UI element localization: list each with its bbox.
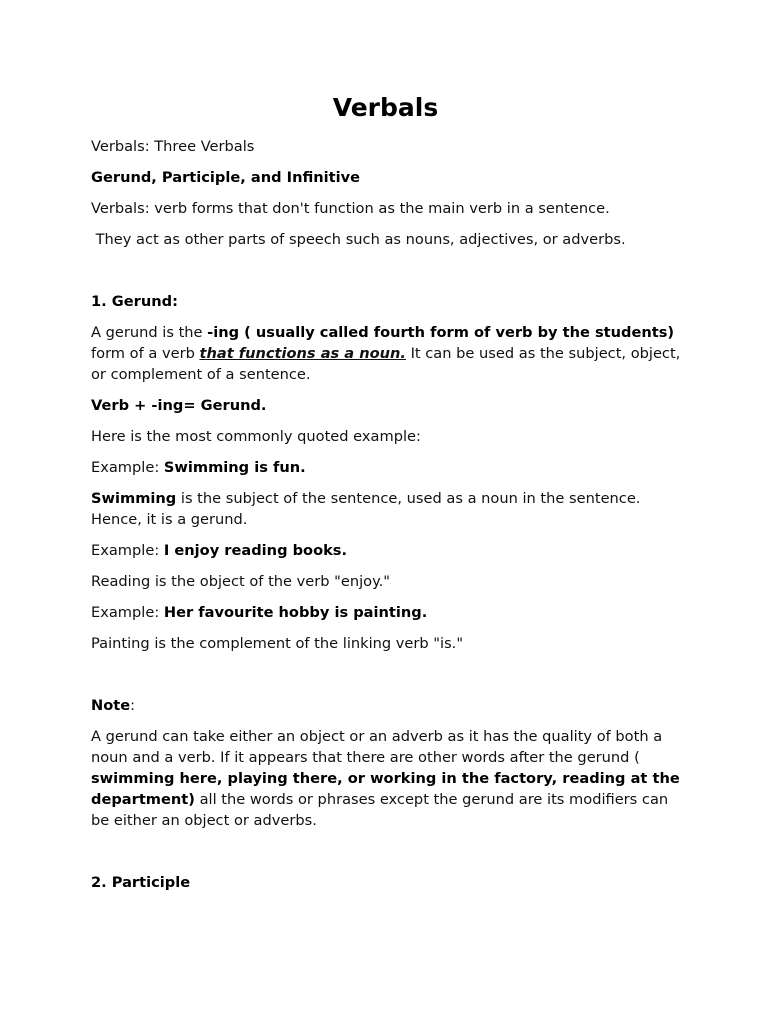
formula-text: Verb + -ing= Gerund. bbox=[91, 397, 267, 414]
document-content bbox=[91, 91, 681, 903]
example-sentence: I enjoy reading books. bbox=[163, 542, 348, 559]
explanation-text: is the subject of the sentence, used as a noun in the sentence. Hence, it is a gerund. bbox=[91, 490, 641, 528]
note-heading bbox=[91, 695, 681, 716]
example-label: Example: bbox=[91, 604, 164, 621]
example-2-explanation: Reading is the object of the verb "enjoy." bbox=[91, 573, 391, 590]
example-label: Example: bbox=[91, 459, 164, 476]
note-body bbox=[91, 726, 681, 831]
definition-part: It can be used as the subject, object, or complement of a sentence. bbox=[91, 345, 681, 383]
example-1-explanation bbox=[91, 488, 681, 530]
example-3 bbox=[91, 602, 681, 623]
gerund-definition bbox=[91, 322, 681, 385]
note-label: Note bbox=[91, 697, 131, 714]
example-3-explanation: Painting is the complement of the linking verb "is." bbox=[91, 635, 464, 652]
intro-line: Verbals: Three Verbals bbox=[91, 138, 255, 155]
spacer bbox=[91, 260, 681, 291]
note-examples: swimming here, playing there, or working in the factory, reading at the department) bbox=[91, 770, 680, 808]
note-text: all the words or phrases except the gerund are its modifiers can be either an object or adverbs. bbox=[91, 791, 669, 829]
gerund-formula bbox=[91, 395, 681, 416]
page-title: Verbals bbox=[332, 93, 439, 122]
example-word: Swimming bbox=[91, 490, 177, 507]
intro-bullet-line bbox=[91, 167, 681, 188]
example-label: Example: bbox=[91, 542, 164, 559]
definition-emphasis: that functions as a noun. bbox=[199, 345, 406, 362]
participle-heading bbox=[91, 872, 681, 893]
participle-heading-text: 2. Participle bbox=[91, 874, 191, 891]
definition-bold: -ing ( usually called fourth form of verb by the students) bbox=[207, 324, 675, 341]
intro-usage bbox=[91, 229, 681, 250]
gerund-heading-text: 1. Gerund: bbox=[91, 293, 178, 310]
verbals-list: Gerund, Participle, and Infinitive bbox=[91, 169, 361, 186]
note-colon: : bbox=[130, 697, 136, 714]
example-2 bbox=[91, 540, 681, 561]
usage-text: They act as other parts of speech such as nouns, adjectives, or adverbs. bbox=[91, 231, 626, 248]
definition-text: Verbals: verb forms that don't function as the main verb in a sentence. bbox=[91, 200, 610, 217]
spacer bbox=[91, 841, 681, 872]
quoted-example-intro bbox=[91, 426, 681, 447]
example-sentence: Her favourite hobby is painting. bbox=[163, 604, 428, 621]
example-sentence: Swimming is fun. bbox=[163, 459, 306, 476]
spacer bbox=[91, 664, 681, 695]
example-1 bbox=[91, 457, 681, 478]
definition-part: A gerund is the bbox=[91, 324, 208, 341]
gerund-heading bbox=[91, 291, 681, 312]
quoted-text: Here is the most commonly quoted example: bbox=[91, 428, 421, 445]
note-text: A gerund can take either an object or an adverb as it has the quality of both a noun and a verb. If it appears that there are other words after the gerund ( bbox=[91, 728, 663, 766]
intro-definition bbox=[91, 198, 681, 219]
definition-part: form of a verb bbox=[91, 345, 200, 362]
